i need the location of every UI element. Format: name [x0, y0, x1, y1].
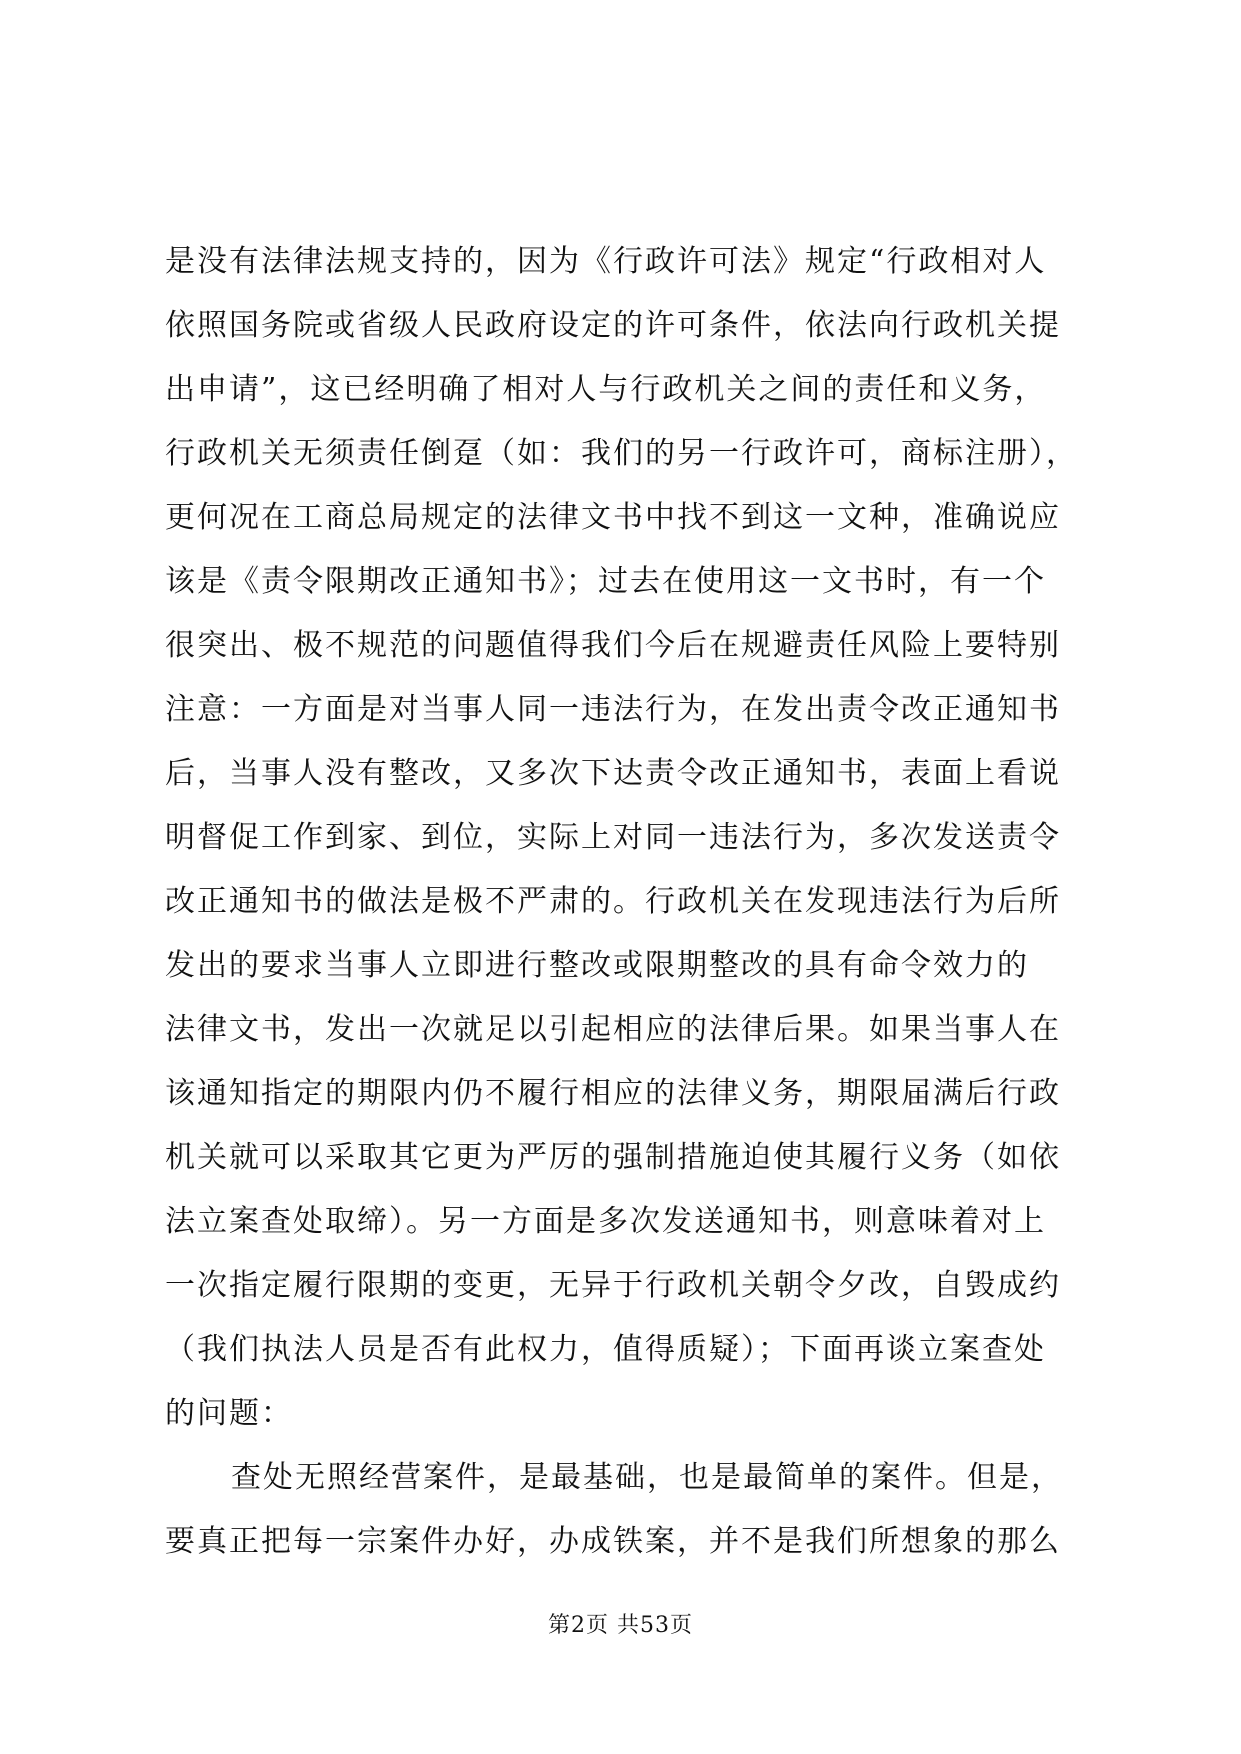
- text-line: （我们执法人员是否有此权力，值得质疑）；下面再谈立案查处: [165, 1332, 1046, 1367]
- body-text: [165, 230, 1085, 1574]
- text-line: 注意：一方面是对当事人同一违法行为，在发出责令改正通知书: [165, 692, 1061, 727]
- text-line: 一次指定履行限期的变更，无异于行政机关朝令夕改，自毁成约: [165, 1268, 1061, 1303]
- text-line: 改正通知书的做法是极不严肃的。行政机关在发现违法行为后所: [165, 884, 1061, 919]
- text-line: 该是《责令限期改正通知书》；过去在使用这一文书时，有一个: [165, 564, 1046, 599]
- paragraph-start-line: 查处无照经营案件，是最基础，也是最简单的案件。但是，: [231, 1460, 1063, 1495]
- text-line: 行政机关无须责任倒趸（如：我们的另一行政许可，商标注册），: [165, 436, 1078, 471]
- text-line: 是没有法律法规支持的，因为《行政许可法》规定“行政相对人: [165, 244, 1047, 279]
- text-line: 明督促工作到家、到位，实际上对同一违法行为，多次发送责令: [165, 820, 1061, 855]
- text-line: 该通知指定的期限内仍不履行相应的法律义务，期限届满后行政: [165, 1076, 1061, 1111]
- text-line: 的问题：: [165, 1396, 293, 1431]
- page-number-footer: 第2页 共53页: [548, 1613, 693, 1638]
- text-line: 发出的要求当事人立即进行整改或限期整改的具有命令效力的: [165, 948, 1029, 983]
- text-line: 很突出、极不规范的问题值得我们今后在规避责任风险上要特别: [165, 628, 1061, 663]
- text-line: 后，当事人没有整改，又多次下达责令改正通知书，表面上看说: [165, 756, 1061, 791]
- text-line: 依照国务院或省级人民政府设定的许可条件，依法向行政机关提: [165, 308, 1061, 343]
- text-line: 出申请”，这已经明确了相对人与行政机关之间的责任和义务，: [165, 372, 1047, 407]
- text-line: 机关就可以采取其它更为严厉的强制措施迫使其履行义务（如依: [165, 1140, 1061, 1175]
- text-line: 要真正把每一宗案件办好，办成铁案，并不是我们所想象的那么: [165, 1524, 1061, 1559]
- text-line: 法立案查处取缔）。另一方面是多次发送通知书，则意味着对上: [165, 1204, 1046, 1239]
- text-line: 更何况在工商总局规定的法律文书中找不到这一文种，准确说应: [165, 500, 1061, 535]
- text-line: 法律文书，发出一次就足以引起相应的法律后果。如果当事人在: [165, 1012, 1061, 1047]
